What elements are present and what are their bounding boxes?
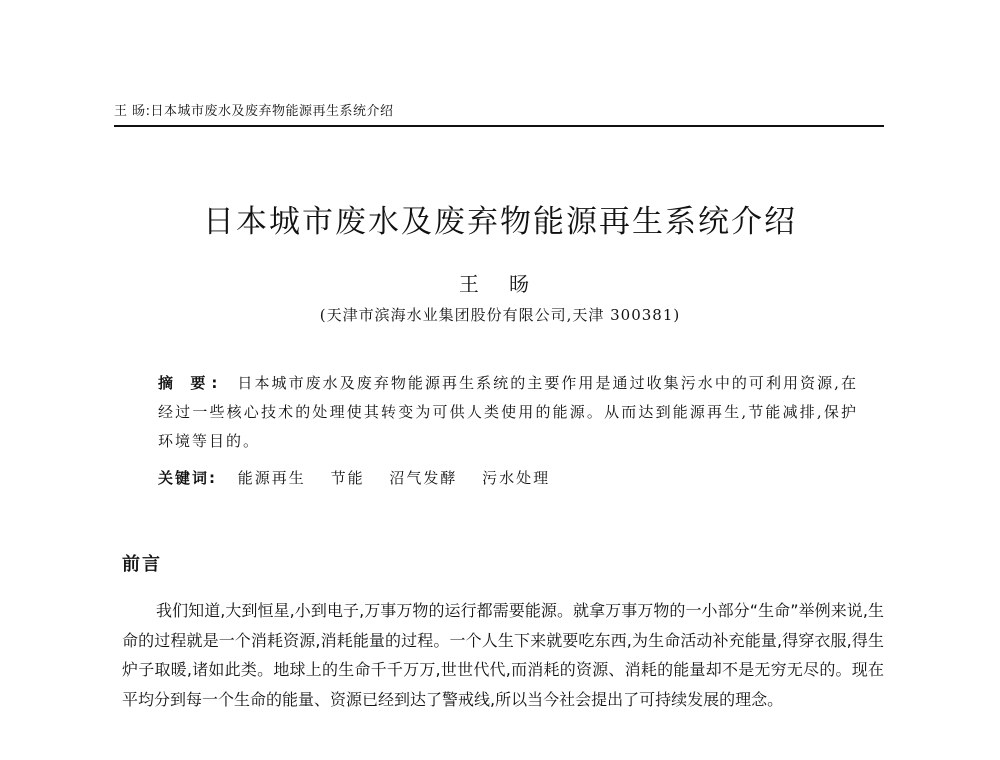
keyword-item: 污水处理 [482,469,551,487]
abstract-text: 日本城市废水及废弃物能源再生系统的主要作用是通过收集污水中的可利用资源,在经过一些核心技术的处理使其转变为可供人类使用的能源。从而达到能源再生,节能减排,保护环境等目的。 [158,374,858,450]
body-paragraph: 我们知道,大到恒星,小到电子,万事万物的运行都需要能源。就拿万事万物的一小部分“生命”举例来说,生命的过程就是一个消耗资源,消耗能量的过程。一个人生下来就要吃东西,为生命活动补充能量,得穿衣服,得生炉子取暖,诸如此类。地球上的生命千千万万,世世代代,而消耗的资源、消耗的能量却不是无穷无尽的。现在平均分到每一个生命的能量、资源已经到达了警戒线,所以当今社会提出了可持续发展的理念。 [122,601,884,709]
keywords-label: 关键词: [158,469,217,487]
section-heading: 前言 [122,554,162,575]
abstract [158,369,858,456]
keyword-item: 能源再生 [237,469,306,487]
author-name: 王 旸 [458,272,542,296]
keywords [158,467,858,488]
keyword-item: 沼气发酵 [389,469,458,487]
abstract-label: 摘 要: [158,374,224,392]
running-head: 王 旸:日本城市废水及废弃物能源再生系统介绍 [114,100,884,127]
paper-title: 日本城市废水及废弃物能源再生系统介绍 [203,204,797,240]
affiliation: (天津市滨海水业集团股份有限公司,天津 300381) [319,306,681,324]
keyword-item: 节能 [330,469,365,487]
